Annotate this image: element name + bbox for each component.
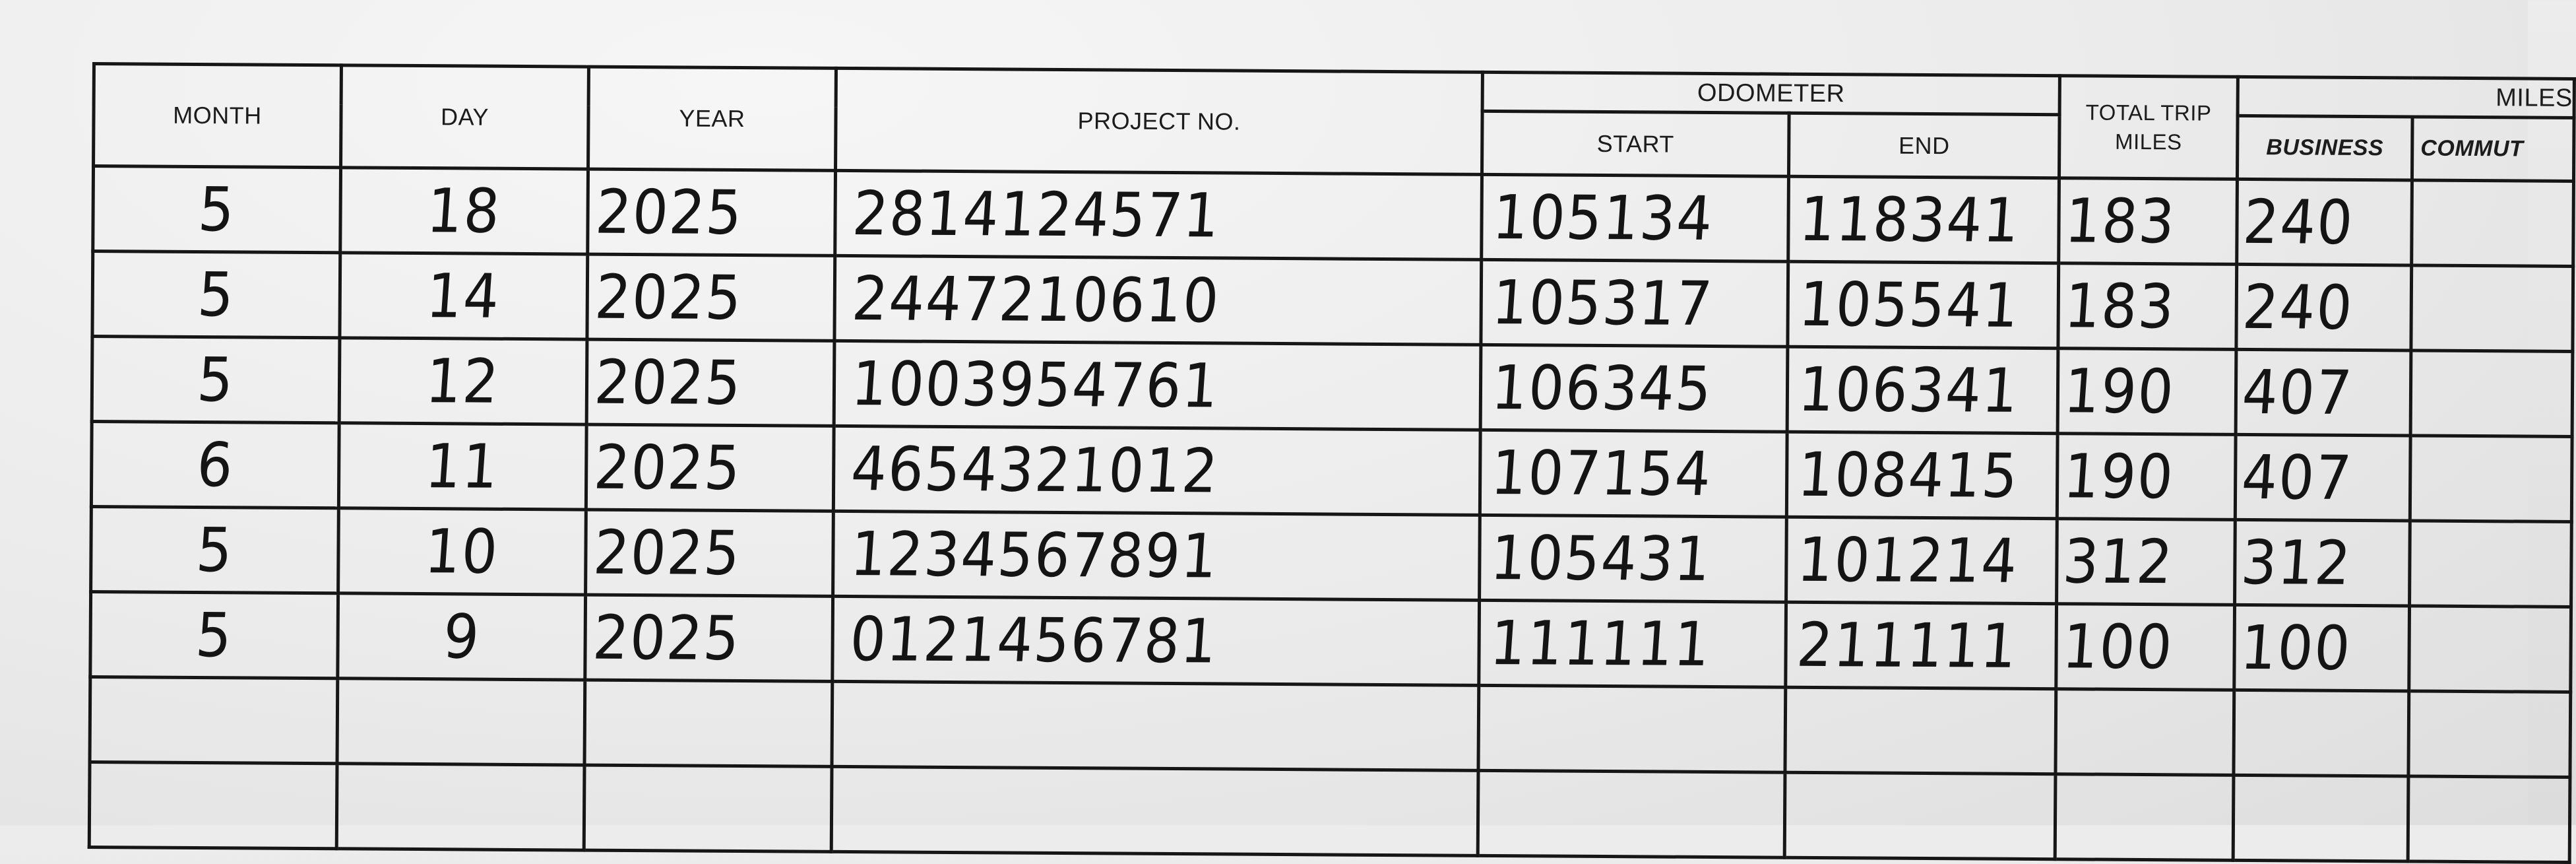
cell-total-trip-miles: 190 [2058, 349, 2236, 435]
empty-cell [2234, 690, 2409, 776]
empty-cell [1785, 687, 2056, 774]
cell-total-trip-miles: 183 [2059, 178, 2238, 265]
cell-odometer-end: 108415 [1786, 432, 2058, 519]
cell-odometer-start: 105317 [1481, 259, 1788, 347]
cell-odometer-start: 107154 [1480, 430, 1787, 517]
cell-total-trip-miles: 183 [2058, 263, 2237, 350]
cell-project-no: 1003954761 [834, 341, 1481, 430]
cell-day: 10 [338, 508, 586, 595]
cell-odometer-end: 105541 [1788, 261, 2059, 349]
table-row [91, 507, 2572, 607]
cell-business: 312 [2235, 519, 2410, 606]
header-project-no: PROJECT NO. [836, 68, 1483, 174]
cell-day: 11 [338, 423, 586, 510]
empty-cell [1784, 772, 2056, 859]
cell-odometer-end: 118341 [1788, 176, 2059, 263]
cell-day: 14 [340, 253, 588, 339]
cell-commute [2412, 180, 2574, 266]
cell-month: 5 [90, 592, 338, 679]
header-miles-group: MILES [2238, 77, 2574, 117]
cell-day: 12 [339, 338, 587, 424]
table-row [92, 251, 2573, 352]
cell-year: 2025 [585, 595, 833, 681]
cell-day: 18 [340, 168, 588, 254]
mileage-log-table [88, 62, 2576, 864]
header-odometer: ODOMETER [1482, 72, 2059, 115]
cell-total-trip-miles: 312 [2057, 519, 2236, 605]
empty-cell [337, 679, 585, 765]
cell-year: 2025 [588, 169, 836, 255]
cell-business: 100 [2234, 605, 2410, 691]
header-commute: COMMUT [2412, 117, 2574, 181]
header-day: DAY [341, 65, 589, 169]
empty-cell [2056, 689, 2234, 776]
empty-cell [2408, 776, 2570, 862]
cell-business: 240 [2236, 264, 2412, 350]
cell-odometer-end: 211111 [1786, 602, 2057, 689]
empty-cell [831, 766, 1478, 855]
cell-commute [2409, 606, 2571, 692]
cell-business: 407 [2236, 349, 2411, 436]
cell-odometer-start: 106345 [1480, 345, 1788, 432]
cell-odometer-start: 105134 [1482, 174, 1789, 261]
empty-cell [90, 677, 338, 763]
cell-business: 407 [2235, 434, 2410, 521]
cell-odometer-end: 106341 [1787, 347, 2058, 434]
cell-odometer-start: 105431 [1480, 515, 1787, 602]
cell-total-trip-miles: 190 [2057, 434, 2236, 520]
empty-cell [89, 762, 337, 848]
header-row-top [94, 64, 2574, 118]
table-row [91, 422, 2572, 522]
header-total-trip-miles: TOTAL TRIP MILES [2059, 76, 2238, 180]
empty-cell [832, 681, 1479, 770]
cell-odometer-end: 101214 [1786, 517, 2058, 604]
cell-business: 240 [2237, 179, 2412, 265]
cell-odometer-start: 111111 [1479, 600, 1786, 687]
cell-commute [2410, 350, 2573, 436]
cell-day: 9 [338, 593, 586, 680]
cell-year: 2025 [586, 510, 834, 596]
cell-project-no: 2814124571 [835, 170, 1482, 259]
empty-row [90, 677, 2571, 777]
empty-cell [2233, 775, 2408, 861]
cell-year: 2025 [586, 424, 834, 511]
cell-year: 2025 [587, 254, 835, 341]
table-row [93, 166, 2574, 267]
cell-total-trip-miles: 100 [2056, 604, 2235, 690]
cell-project-no: 4654321012 [833, 426, 1480, 515]
table-row [90, 592, 2571, 692]
empty-cell [2055, 774, 2234, 861]
header-month: MONTH [94, 64, 342, 168]
empty-cell [1478, 685, 1786, 772]
cell-month: 6 [91, 422, 339, 508]
header-year: YEAR [588, 67, 836, 170]
cell-project-no: 1234567891 [833, 511, 1480, 600]
cell-year: 2025 [586, 339, 834, 426]
empty-cell [2408, 691, 2571, 777]
header-odometer-start: START [1482, 112, 1789, 176]
header-odometer-end: END [1788, 114, 2059, 178]
header-business: BUSINESS [2237, 116, 2412, 180]
cell-commute [2411, 265, 2573, 351]
cell-commute [2410, 436, 2572, 521]
cell-month: 5 [93, 166, 341, 253]
empty-cell [336, 764, 584, 850]
cell-month: 5 [92, 251, 340, 338]
table-row [92, 337, 2573, 437]
cell-project-no: 2447210610 [834, 255, 1482, 345]
empty-row [89, 762, 2570, 862]
cell-commute [2410, 521, 2572, 607]
empty-cell [1478, 770, 1785, 857]
empty-cell [584, 680, 832, 766]
cell-project-no: 0121456781 [832, 596, 1480, 685]
empty-cell [584, 765, 832, 851]
cell-month: 5 [91, 507, 339, 593]
cell-month: 5 [92, 337, 340, 423]
